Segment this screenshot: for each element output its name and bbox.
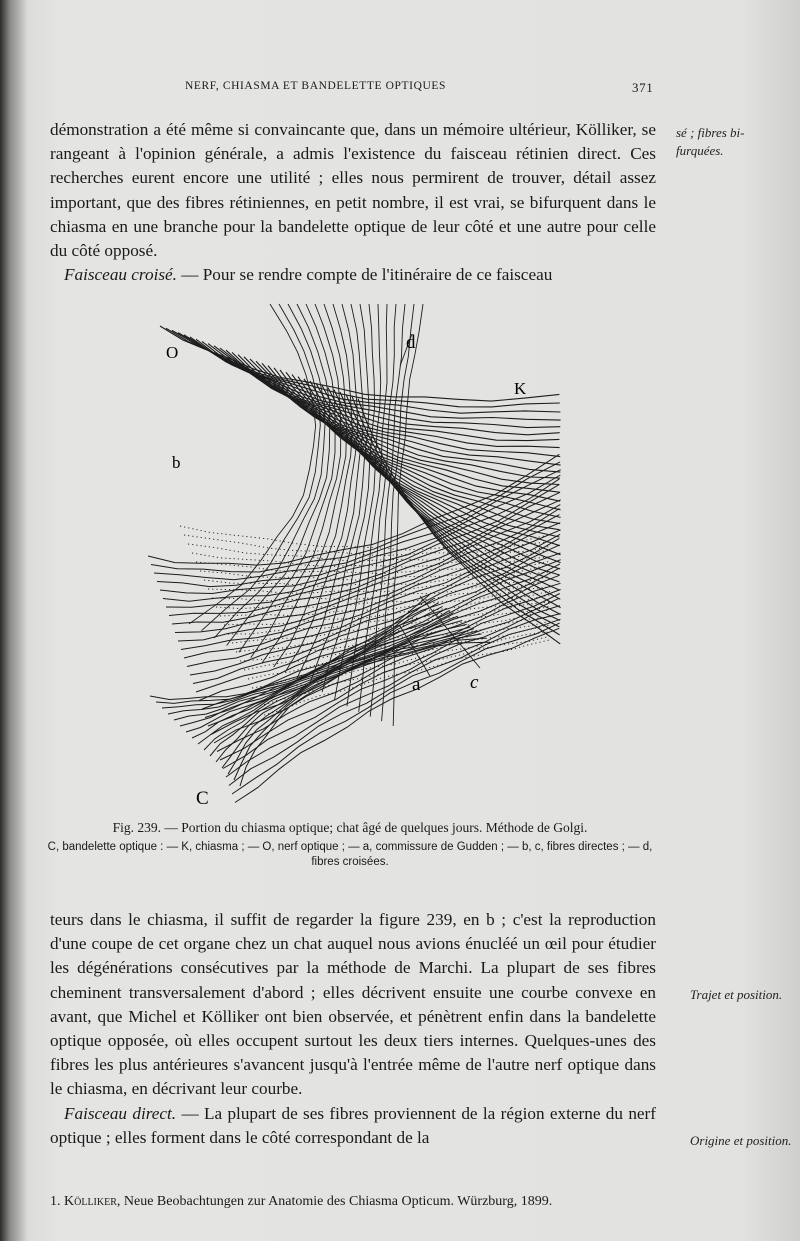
footnote-author: Kölliker [64,1194,117,1209]
paragraph-top [50,118,656,287]
nerve-fiber [244,357,560,501]
nerve-fiber [190,337,560,435]
paragraph-croise [50,263,656,287]
label-a: a [412,674,421,695]
running-title: NERF, CHIASMA ET BANDELETTE OPTIQUES [185,80,447,92]
footnote-number: 1. [50,1194,61,1209]
margin-note-trajet: Trajet et position. [690,987,783,1002]
tract-fiber [202,564,560,709]
nerve-fiber [346,394,559,627]
paragraph-direct [50,1102,656,1150]
paragraph-top-text: démonstration a été même si convaincante que, dans un mémoire ultérieur, Kölliker, se rangeant à l'opinion générale, a admis l'existence du faisceau rétinien direct. Ces recherches eurent encore une utilité ; elles nous permirent de trouver, détail assez important, que des fibres rétiniennes, en petit nombre, il est vrai, se bifurquent dans le chiasma en une branche pour la bandelette optique de leur côté et une autre pour celle du côté opposé. [50,120,656,261]
crossed-fiber [202,304,321,631]
page-number: 371 [632,80,654,95]
page-header [0,80,800,100]
heading-faisceau-croise: Faisceau croisé. [64,265,177,285]
label-d: d [406,332,416,353]
caption-title: Fig. 239. — Portion du chiasma optique; chat âgé de quelques jours. Méthode de Golgi. [112,820,588,835]
nerve-fiber [172,330,560,413]
paragraph-direct-text: — La plupart de ses fibres proviennent de la région externe du nerf optique ; elles forment dans le côté correspondant de la [50,1103,656,1147]
label-o: O [166,343,179,362]
footnote [50,1192,656,1212]
crossed-fiber [189,304,316,624]
label-b: b [172,453,181,472]
paragraph-suite-text: teurs dans le chiasma, il suffit de regarder la figure 239, en b ; c'est la reproduction d'une coupe de cet organe chez un chat auquel nous avions énucléé un œil pour étudier les dégénérations consécutives par la méthode de Marchi. La plupart de ses fibres cheminent transversalement d'abord ; elles décrivent ensuite une courbe convexe en avant, que Michel et Kölliker ont bien observée, et pénètrent enfin dans la bandelette optique opposée, où elles occupent surtout les deux tiers internes. Quelques-unes des fibres les plus antérieures s'avancent jusqu'à l'entrée même de l'autre nerf optique dans le chiasma, en décrivant leur courbe. [50,910,656,1099]
figure-239 [130,296,570,811]
margin-note-origine: Origine et position. [690,1133,792,1148]
margin-note-bifurquees: sé ; fibres bi-furquées. [676,125,745,158]
label-c-big: C [196,788,209,809]
figure-caption [40,820,660,870]
nerve-fiber [166,328,560,407]
footnote-text: , Neue Beobachtungen zur Anatomie des Chiasma Opticum. Würzburg, 1899. [116,1194,553,1209]
label-c: c [470,672,479,693]
heading-faisceau-direct: Faisceau direct. [64,1103,177,1123]
label-k: K [514,379,527,398]
paragraph-suite [50,908,656,1150]
paragraph-croise-text: — Pour se rendre compte de l'itinéraire de ce faisceau [176,265,553,285]
tract-fiber [220,598,559,760]
nerve-fiber [286,372,561,555]
tract-fiber [217,594,560,752]
nerve-fiber [202,341,560,447]
caption-legend: C, bandelette optique : — K, chiasma ; — O, nerf optique ; — a, commissure de Gudden ; — b, c, fibres directes ; — d, fibres croisées. [47,841,653,868]
chiasma-illustration [130,296,570,811]
